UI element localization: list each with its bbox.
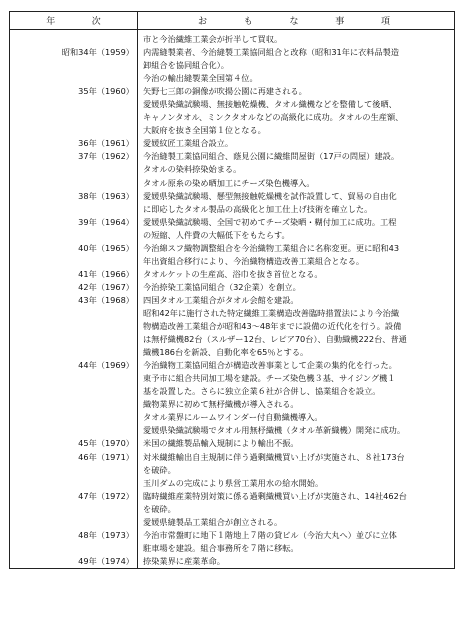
event-line: 織機186台を新設、自動化率を65％とする。 bbox=[143, 347, 309, 358]
year-header-char: 次 bbox=[91, 17, 101, 27]
timeline-body bbox=[10, 30, 455, 569]
table-row bbox=[10, 294, 455, 359]
event-line: 今治綿スフ織物調整組合を今治織物工業組合に名称変更。更に昭和43 bbox=[143, 242, 400, 253]
event-cell bbox=[138, 46, 455, 85]
event-cell bbox=[138, 359, 455, 437]
event-line: 東予市に組合共同加工場を建設。チーズ染色機３基、サイジング機１ bbox=[143, 373, 396, 384]
event-line: 矢野七三郎の銅像が吹揚公園に再建される。 bbox=[143, 86, 307, 97]
event-cell bbox=[138, 85, 455, 137]
event-line: 今治織物工業協同組合が構造改善事業として企業の集約化を行った。 bbox=[143, 360, 397, 371]
event-line: 玉川ダムの完成により県営工業用水の給水開始。 bbox=[143, 477, 324, 488]
event-line: キャノンタオル、ミンクタオルなどの高級化に成功。タオルの生産額、 bbox=[143, 112, 404, 123]
year-cell: 45年（1970） bbox=[10, 437, 138, 450]
event-cell bbox=[138, 529, 455, 555]
event-header-char: 項 bbox=[380, 17, 390, 27]
event-line: 今治捺染工業協同組合（32企業）を創立。 bbox=[143, 281, 301, 292]
event-line: タオル業界にルームワインダー付自動織機導入。 bbox=[143, 412, 323, 423]
event-line: 織物業界に初めて無杼織機が導入される。 bbox=[143, 399, 299, 410]
year-cell: 43年（1968） bbox=[10, 294, 138, 359]
event-line: 今治縫製工業協同組合、蔭見公園に繊維問屋街（17戸の問屋）建設。 bbox=[143, 151, 400, 162]
table-row bbox=[10, 150, 455, 189]
event-line: 臨時繊維産業特別対策に係る過剰織機買い上げが実施され、14社462台 bbox=[143, 490, 407, 501]
year-cell: 昭和34年（1959） bbox=[10, 46, 138, 85]
event-header-char: も bbox=[243, 17, 253, 27]
event-line: 愛媛県染織試験場、全国で初めてチーズ染晒・糊付加工に成功。工程 bbox=[143, 216, 397, 227]
table-row bbox=[10, 359, 455, 437]
event-column-header bbox=[138, 12, 455, 30]
year-cell: 47年（1972） bbox=[10, 490, 138, 529]
event-line: 捺染業界に産業革命。 bbox=[143, 555, 225, 566]
event-line: 物構造改善工業組合が昭和43～48年までに設備の近代化を行う。設備 bbox=[143, 321, 402, 332]
table-row bbox=[10, 137, 455, 150]
table-header-row bbox=[10, 12, 455, 30]
event-cell bbox=[138, 242, 455, 268]
table-row bbox=[10, 30, 455, 47]
event-line: の短縮、人件費の大幅低下をもたらす。 bbox=[143, 229, 290, 240]
event-cell bbox=[138, 190, 455, 216]
event-line: を破砕。 bbox=[143, 464, 176, 475]
event-cell bbox=[138, 281, 455, 294]
event-line: 愛媛県染織試験場でタオル用無杼織機（タオル革新織機）開発に成功。 bbox=[143, 425, 406, 436]
event-line: 卸組合を協同組合化）。 bbox=[143, 60, 229, 71]
event-line: 愛媛県縫製品工業組合が創立される。 bbox=[143, 516, 283, 527]
event-header-char: な bbox=[289, 17, 299, 27]
event-line: 内需縫製業者、今治縫製工業協同組合と改称（昭和31年に衣料品製造 bbox=[143, 47, 400, 58]
event-line: タオル原糸の染め晒加工にチーズ染色機導入。 bbox=[143, 177, 315, 188]
event-line: 愛媛県染織試験場、無接触乾燥機、タオル織機などを整備して後晒、 bbox=[143, 99, 397, 110]
event-line: は無杼織機82台（スルザー12台、レピア70台）、自動織機222台、普通 bbox=[143, 334, 407, 345]
event-line: 今治市常盤町に地下１階地上７階の貸ビル（今治大丸へ）並びに立体 bbox=[143, 529, 397, 540]
table-row bbox=[10, 555, 455, 569]
event-cell bbox=[138, 216, 455, 242]
year-cell: 39年（1964） bbox=[10, 216, 138, 242]
event-line: 駐車場を建設。組合事務所を７階に移転。 bbox=[143, 542, 299, 553]
history-timeline-page bbox=[9, 11, 454, 635]
event-cell bbox=[138, 451, 455, 490]
event-cell bbox=[138, 150, 455, 189]
table-row bbox=[10, 451, 455, 490]
year-cell: 38年（1963） bbox=[10, 190, 138, 216]
event-header-char: 事 bbox=[335, 17, 345, 27]
table-row bbox=[10, 242, 455, 268]
event-line: 愛媛県染織試験場、懸型無接触乾燥機を試作設置して、貿易の自由化 bbox=[143, 190, 397, 201]
table-row bbox=[10, 46, 455, 85]
event-cell bbox=[138, 437, 455, 450]
event-cell bbox=[138, 294, 455, 359]
event-line: タオルの染料捺染始まる。 bbox=[143, 164, 242, 175]
event-cell bbox=[138, 137, 455, 150]
year-cell: 37年（1962） bbox=[10, 150, 138, 189]
year-cell: 49年（1974） bbox=[10, 555, 138, 569]
year-header-char: 年 bbox=[46, 17, 56, 27]
year-column-header bbox=[10, 12, 138, 30]
event-cell bbox=[138, 555, 455, 569]
year-cell: 35年（1960） bbox=[10, 85, 138, 137]
event-line: 四国タオル工業組合がタオル会館を建設。 bbox=[143, 294, 299, 305]
event-line: 愛媛紋匠工業組合設立。 bbox=[143, 138, 234, 149]
event-cell bbox=[138, 268, 455, 281]
year-cell bbox=[10, 30, 138, 47]
event-line: 年出資組合移行により、今治織物構造改善工業組合となる。 bbox=[143, 255, 365, 266]
table-row bbox=[10, 190, 455, 216]
timeline-table bbox=[9, 11, 455, 569]
event-line: 市と今治繊維工業会が折半して買収。 bbox=[143, 34, 283, 44]
year-cell: 46年（1971） bbox=[10, 451, 138, 490]
event-line: に即応したタオル製品の高級化と加工仕上げ技術を確立した。 bbox=[143, 203, 373, 214]
year-cell: 41年（1966） bbox=[10, 268, 138, 281]
year-cell: 40年（1965） bbox=[10, 242, 138, 268]
table-row bbox=[10, 490, 455, 529]
year-cell: 36年（1961） bbox=[10, 137, 138, 150]
event-line: 大阪府を抜き全国第１位となる。 bbox=[143, 125, 266, 136]
table-row bbox=[10, 437, 455, 450]
event-header-char: お bbox=[198, 17, 208, 27]
year-cell: 42年（1967） bbox=[10, 281, 138, 294]
table-row bbox=[10, 85, 455, 137]
event-line: タオルケットの生産高、浴巾を抜き首位となる。 bbox=[143, 268, 323, 279]
event-line: 昭和42年に施行された特定繊維工業構造改善臨時措置法により今治織 bbox=[143, 307, 400, 318]
table-row bbox=[10, 216, 455, 242]
event-cell bbox=[138, 30, 455, 47]
event-line: 米国の繊維製品輸入規制により輸出不振。 bbox=[143, 438, 299, 449]
event-line: 今治の輸出縫製業全国第４位。 bbox=[143, 73, 258, 84]
table-row bbox=[10, 529, 455, 555]
year-cell: 44年（1969） bbox=[10, 359, 138, 437]
table-row bbox=[10, 281, 455, 294]
event-cell bbox=[138, 490, 455, 529]
event-line: 対米繊維輸出自主規制に伴う過剰織機買い上げが実施され、８社173台 bbox=[143, 451, 405, 462]
event-line: を破砕。 bbox=[143, 503, 176, 514]
table-row bbox=[10, 268, 455, 281]
year-cell: 48年（1973） bbox=[10, 529, 138, 555]
event-line: 基を設置した。さらに独立企業６社が合併し、協業組合を設立。 bbox=[143, 386, 381, 397]
